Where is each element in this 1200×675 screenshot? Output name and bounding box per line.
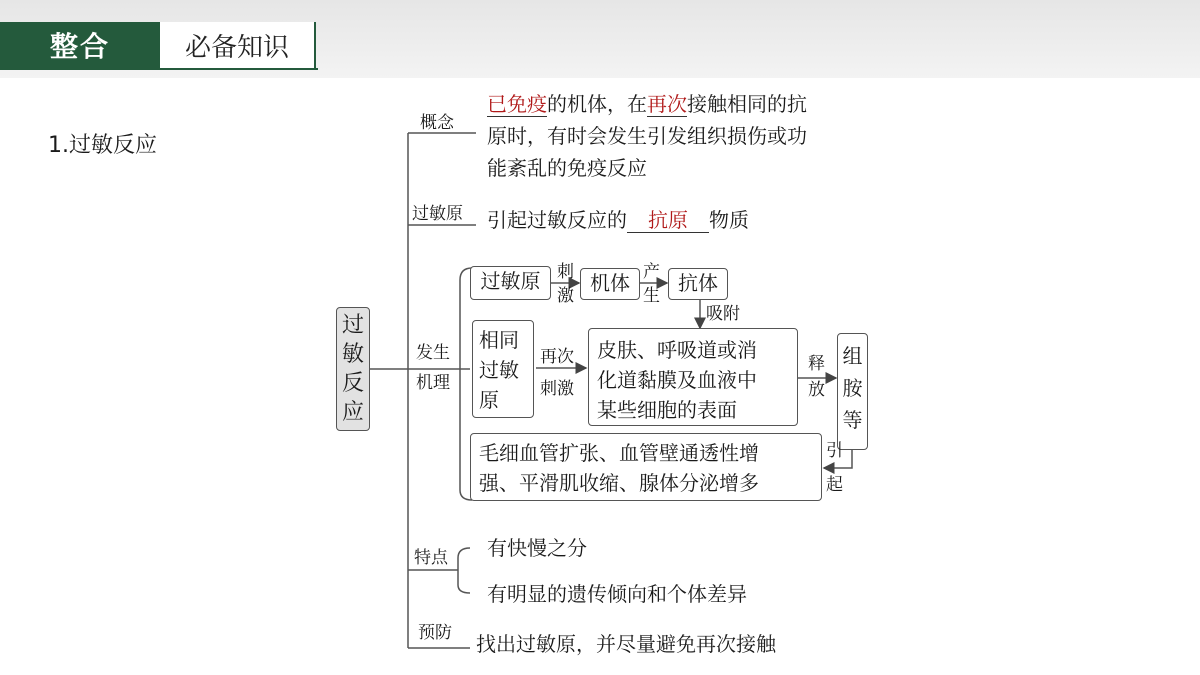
arrow-label-release-1: 释 <box>808 354 825 374</box>
box-effects <box>470 433 822 501</box>
allergen-text-pre: 引起过敏反应的 <box>487 208 627 232</box>
branch-label-prevention: 预防 <box>418 623 452 643</box>
box-cell-surface-line-1: 皮肤、呼吸道或消 <box>597 338 757 362</box>
box-allergen: 过敏原 <box>470 266 551 300</box>
branch-label-mechanism-2: 机理 <box>416 373 450 393</box>
allergen-text-post: 物质 <box>709 208 749 232</box>
branch-label-concept: 概念 <box>420 113 454 133</box>
concept-highlight-again: 再次 <box>647 92 687 116</box>
tab-sub: 必备知识 <box>160 22 316 68</box>
box-antibody: 抗体 <box>668 268 728 300</box>
feature-item-2: 有明显的遗传倾向和个体差异 <box>487 582 747 606</box>
arrow-label-produce-2: 生 <box>643 286 660 306</box>
allergen-definition <box>487 208 749 233</box>
box-histamine <box>837 333 868 450</box>
arrow-label-stimulate-1: 刺 <box>557 262 574 282</box>
arrow-label-again-2: 刺激 <box>540 379 574 399</box>
box-cell-surface-line-2: 化道黏膜及血液中 <box>597 368 757 392</box>
box-body: 机体 <box>580 268 640 300</box>
section-title: 1.过敏反应 <box>48 133 157 158</box>
box-same-allergen-line-2: 过敏 <box>479 358 519 382</box>
prevention-text: 找出过敏原，并尽量避免再次接触 <box>476 632 776 656</box>
arrow-label-produce-1: 产 <box>643 262 660 282</box>
concept-line-1 <box>487 92 807 116</box>
box-same-allergen-line-1: 相同 <box>479 328 519 352</box>
arrow-label-cause-2: 起 <box>826 475 843 495</box>
box-same-allergen <box>472 320 534 418</box>
concept-line-2: 原时，有时会发生引发组织损伤或功 <box>487 124 807 148</box>
allergen-blank-answer: 抗原 <box>627 208 709 233</box>
box-histamine-line-3: 等 <box>842 408 863 432</box>
box-cell-surface-line-3: 某些细胞的表面 <box>597 398 737 422</box>
box-histamine-line-1: 组 <box>842 344 863 368</box>
arrow-label-cause-1: 引 <box>826 441 843 461</box>
arrow-label-stimulate-2: 激 <box>557 286 574 306</box>
concept-highlight-immune: 已免疫 <box>487 92 547 116</box>
box-same-allergen-line-3: 原 <box>479 388 499 412</box>
arrow-label-release-2: 放 <box>808 380 825 400</box>
concept-text-1: 的机体，在 <box>547 92 647 116</box>
arrow-label-again-1: 再次 <box>540 347 574 367</box>
box-effects-line-1: 毛细血管扩张、血管壁通透性增 <box>479 441 759 465</box>
concept-line-3: 能紊乱的免疫反应 <box>487 156 647 180</box>
concept-text-2: 接触相同的抗 <box>687 92 807 116</box>
box-histamine-line-2: 胺 <box>842 376 863 400</box>
box-cell-surface <box>588 328 798 426</box>
box-effects-line-2: 强、平滑肌收缩、腺体分泌增多 <box>479 471 759 495</box>
root-node: 过敏反应 <box>336 307 370 431</box>
arrow-label-adsorb: 吸附 <box>706 304 740 324</box>
feature-item-1: 有快慢之分 <box>487 536 587 560</box>
branch-label-allergen: 过敏原 <box>412 204 463 224</box>
tab-main: 整合 <box>0 22 160 68</box>
branch-label-features: 特点 <box>414 548 448 568</box>
branch-label-mechanism-1: 发生 <box>416 343 450 363</box>
